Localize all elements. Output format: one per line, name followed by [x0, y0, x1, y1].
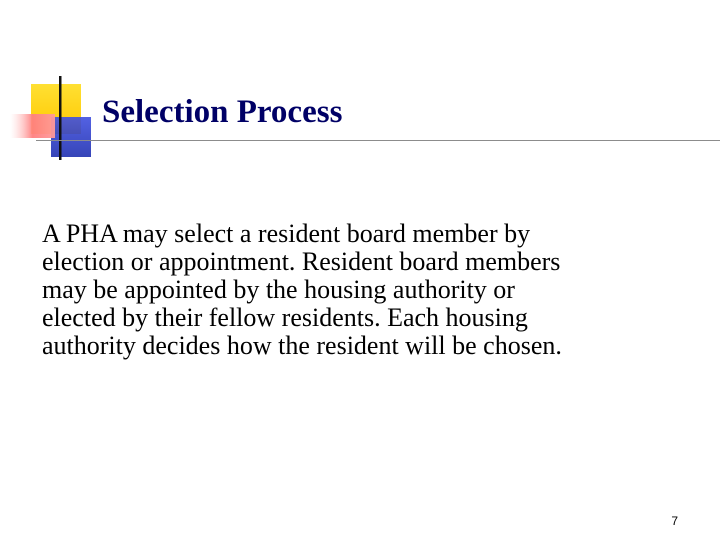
body-line: A PHA may select a resident board member by — [42, 219, 531, 248]
title-divider — [36, 140, 720, 141]
title-decoration — [0, 0, 110, 180]
page-number: 7 — [671, 514, 678, 528]
blue-block — [51, 117, 91, 157]
vertical-line — [59, 76, 62, 160]
body-paragraph — [42, 220, 702, 360]
red-block — [10, 114, 55, 138]
body-line: elected by their fellow residents. Each housing — [42, 303, 528, 332]
page-title: Selection Process — [102, 94, 343, 130]
body-line: election or appointment. Resident board members — [42, 247, 561, 276]
body-line: authority decides how the resident will be chosen. — [42, 331, 562, 360]
body-line: may be appointed by the housing authority or — [42, 275, 515, 304]
